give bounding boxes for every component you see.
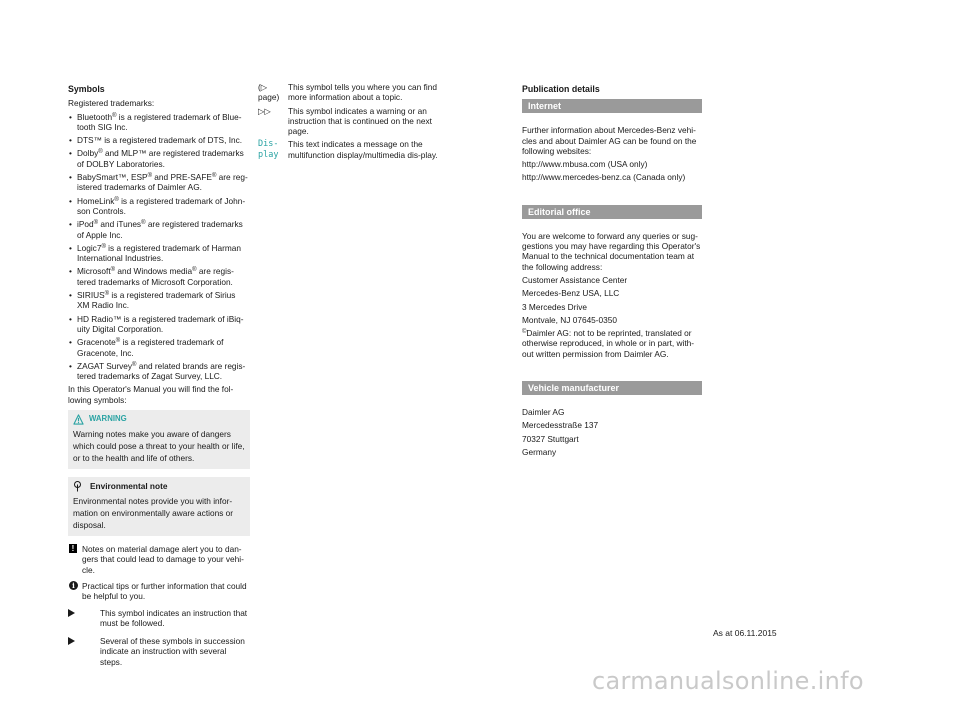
trademark-item (68, 219, 250, 240)
material-damage-note (68, 544, 250, 575)
trademark-item (68, 290, 250, 311)
legend-row-page-reference (258, 82, 448, 103)
instruction-step-text: This symbol indicates an instruction that must be followed. (100, 607, 248, 628)
instruction-step (68, 636, 250, 667)
registered-mark: ® (141, 220, 146, 227)
trademark-text: Logic7 (77, 242, 102, 253)
trademark-text: Bluetooth (77, 111, 113, 122)
trademark-item (68, 148, 250, 169)
bullet-marker: • (69, 148, 72, 159)
bullet-marker: • (69, 337, 72, 348)
registered-mark: ® (147, 173, 152, 180)
registered-mark: ® (98, 149, 103, 156)
manual-intro: In this Operator's Manual you will find the fol-lowing symbols: (68, 384, 234, 405)
material-damage-text: Notes on material damage alert you to dan-gers that could lead to damage to your vehi-cle. (82, 544, 244, 575)
instruction-step-text: Several of these symbols in succession indicate an instruction with several steps. (100, 636, 245, 667)
bullet-marker: • (69, 111, 72, 122)
registered-mark: ® (192, 267, 197, 274)
bullet-marker: • (69, 172, 72, 183)
warning-box (68, 410, 250, 469)
trademark-text: HD Radio™ is a registered trademark of iBiq-uity Digital Corporation. (77, 313, 244, 334)
registered-mark: ® (93, 220, 99, 227)
registered-mark: ® (115, 338, 121, 345)
instruction-arrow-icon (68, 637, 75, 645)
trademark-item (68, 135, 250, 145)
manufacturer-line: Mercedesstraße 137 (522, 420, 599, 431)
manufacturer-section (522, 381, 702, 457)
instruction-step (68, 608, 250, 629)
trademark-text: are regis-tered trademarks of Microsoft Corporation. (77, 266, 234, 287)
registered-mark: ® (110, 267, 116, 274)
legend-row-continued (258, 106, 448, 137)
registered-mark: ® (104, 291, 110, 298)
display-message-symbol: Dis‐ play (258, 139, 279, 160)
copyright-mark: © (522, 329, 527, 336)
editorial-text: You are welcome to forward any queries or sug-gestions you may have regarding this Operator's Manual to the technical documentation team at the following address: (522, 230, 701, 272)
warning-title: WARNING (89, 414, 127, 424)
address-line: Customer Assistance Center (522, 274, 628, 285)
internet-section (522, 99, 702, 182)
trademark-text: are registered trademarks of Apple Inc. (77, 219, 243, 240)
manufacturer-line: Daimler AG (522, 407, 565, 418)
internet-text: Further information about Mercedes-Benz vehi-cles and about Daimler AG can be found on the following websites: (522, 125, 697, 156)
trademark-text: BabySmart™, ESP (77, 172, 148, 183)
editorial-section (522, 205, 702, 359)
environmental-text: Environmental notes provide you with infor-mation on environmentally aware actions or disposal. (73, 496, 234, 531)
trademark-item (68, 172, 250, 193)
instruction-arrow-icon (68, 609, 75, 617)
page-reference-description: This symbol tells you where you can find more information about a topic. (288, 82, 437, 103)
address-line: 3 Mercedes Drive (522, 301, 588, 312)
trademark-text: ZAGAT Survey (77, 360, 133, 371)
registered-mark: ® (132, 361, 137, 368)
watermark: carmanualsonline.info (592, 667, 864, 695)
trademark-item (68, 243, 250, 264)
registered-mark: ® (101, 243, 106, 250)
legend-row-display (258, 139, 448, 160)
bullet-marker: • (69, 195, 72, 206)
environmental-box (68, 477, 250, 536)
warning-header (73, 414, 245, 425)
trademark-text: is a registered trademark of Sirius XM Radio Inc. (77, 290, 236, 311)
trademark-text: SIRIUS (77, 290, 105, 301)
bullet-marker: • (69, 313, 72, 324)
page-reference-symbol: (▷ page) (258, 82, 280, 103)
environmental-title: Environmental note (90, 481, 168, 492)
trademark-text: Dolby (77, 148, 99, 159)
trademark-item (68, 337, 250, 358)
trademark-text: is a registered trademark of John-son Controls. (77, 195, 246, 216)
trademark-text: iPod (77, 219, 94, 230)
bullet-marker: • (69, 360, 72, 371)
warning-triangle-icon (73, 414, 84, 425)
internet-bar: Internet (522, 99, 702, 113)
trademark-item (68, 266, 250, 287)
registered-mark: ® (211, 173, 217, 180)
practical-tip-note (68, 581, 250, 602)
address-line: Mercedes-Benz USA, LLC (522, 288, 620, 299)
symbols-heading: Symbols (68, 84, 105, 94)
publication-heading: Publication details (522, 84, 600, 94)
bullet-marker: • (69, 242, 72, 253)
trademark-item (68, 314, 250, 335)
website-link[interactable]: http://www.mbusa.com (USA only) (522, 159, 648, 170)
trademark-text: Gracenote (77, 337, 116, 348)
manufacturer-line: Germany (522, 446, 557, 457)
registered-intro: Registered trademarks: (68, 98, 155, 109)
trademark-text: and related brands are regis-tered trademarks of Zagat Survey, LLC. (77, 360, 246, 382)
trademark-text: DTS™ is a registered trademark of DTS, Inc. (77, 135, 243, 146)
copyright-notice (522, 328, 702, 359)
symbols-column (68, 84, 250, 675)
continued-symbol: ▷▷ (258, 105, 271, 116)
manufacturer-line: 70327 Stuttgart (522, 433, 579, 444)
trademark-text: HomeLink (77, 195, 115, 206)
display-message-description: This text indicates a message on the multifunction display/multimedia dis-play. (288, 139, 438, 160)
trademark-item (68, 361, 250, 382)
environment-bulb-icon (73, 481, 82, 492)
bullet-marker: • (69, 219, 72, 230)
symbol-legend-column (258, 82, 448, 163)
warning-text: Warning notes make you aware of dangers which could pose a threat to your health or life, or to the health and life of others. (73, 429, 245, 464)
address-line: Montvale, NJ 07645-0350 (522, 314, 618, 325)
website-link[interactable]: http://www.mercedes-benz.ca (Canada only) (522, 172, 686, 183)
bullet-marker: • (69, 266, 72, 277)
trademark-text: and MLP™ are registered trademarks of DOLBY Laboratories. (77, 148, 244, 169)
editorial-bar: Editorial office (522, 205, 702, 219)
trademark-text: is a registered trademark of Harman International Industries. (77, 242, 241, 264)
trademark-text: are reg-istered trademarks of Daimler AG. (77, 172, 248, 193)
environmental-header (73, 481, 245, 492)
publication-column (522, 84, 702, 479)
trademark-text: is a registered trademark of Blue-tooth SIG Inc. (77, 111, 242, 132)
trademark-item (68, 196, 250, 217)
trademark-text: and iTunes (98, 219, 142, 230)
registered-mark: ® (114, 196, 119, 203)
trademark-text: Microsoft (77, 266, 111, 277)
exclamation-icon: ! (69, 544, 77, 553)
trademark-text: and Windows media (115, 266, 193, 277)
manufacturer-bar: Vehicle manufacturer (522, 381, 702, 395)
bullet-marker: • (69, 135, 72, 146)
trademark-text: is a registered trademark of Gracenote, Inc. (77, 337, 224, 358)
info-icon: i (69, 581, 78, 590)
publication-date: As at 06.11.2015 (713, 628, 777, 638)
bullet-marker: • (69, 290, 72, 301)
trademark-text: and PRE-SAFE (151, 172, 212, 183)
trademark-list (68, 112, 250, 382)
continued-description: This symbol indicates a warning or an instruction that is continued on the next page. (288, 105, 432, 137)
copyright-text: Daimler AG: not to be reprinted, translated or otherwise reproduced, in whole or in part, with-out written permission from Daimler AG. (522, 328, 695, 359)
practical-tip-text: Practical tips or further information that could be helpful to you. (82, 580, 247, 602)
trademark-item (68, 112, 250, 133)
registered-mark: ® (112, 112, 117, 119)
